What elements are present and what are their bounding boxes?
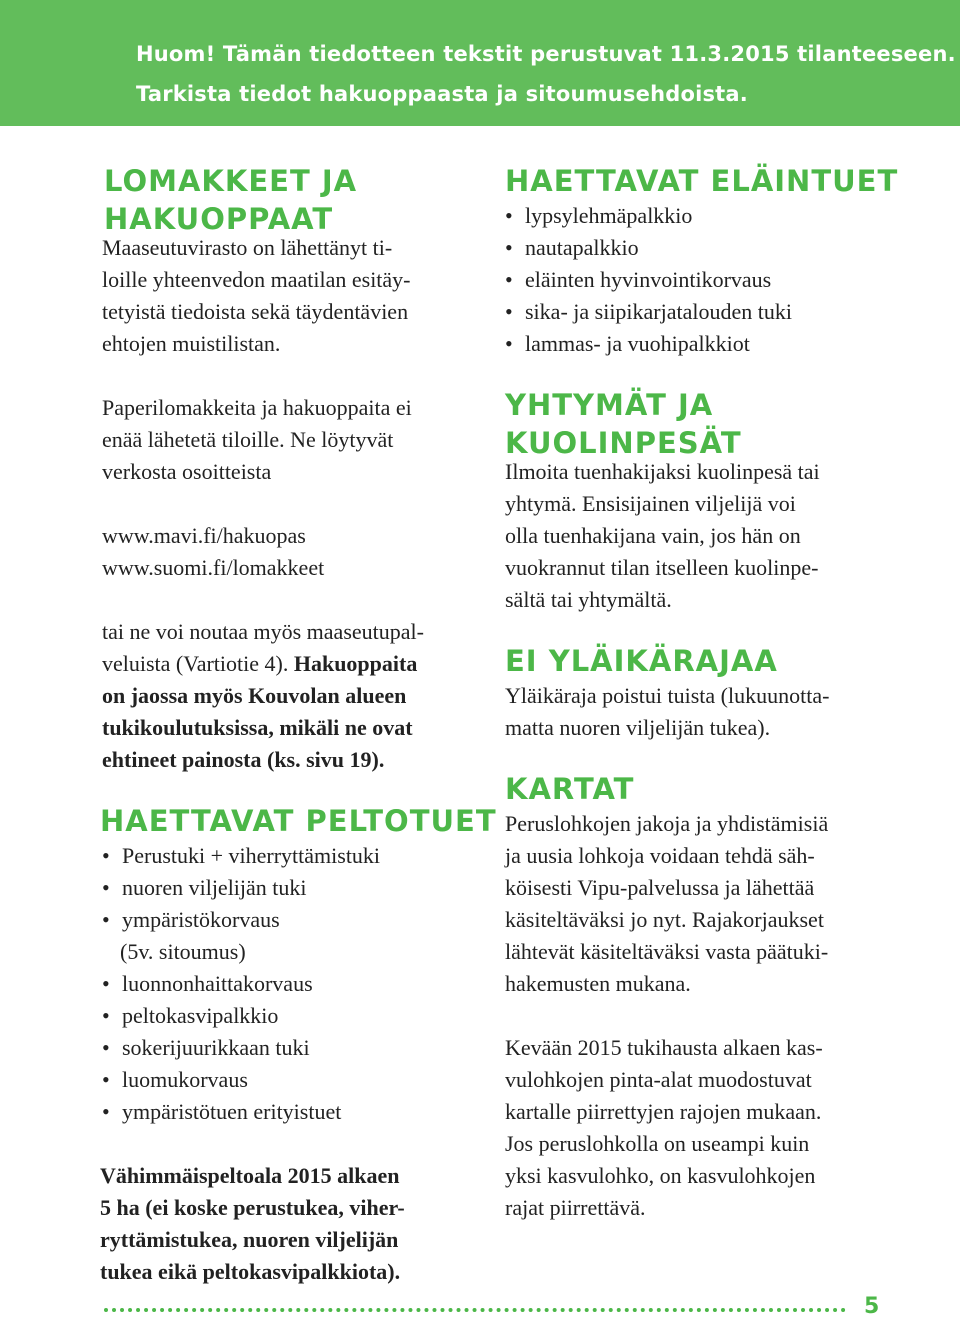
list-item: • luomukorvaus [102,1064,380,1096]
heading-elaintuet: HAETTAVAT ELÄINTUET [505,164,899,198]
list-item: • ympäristötuen erityistuet [102,1096,380,1128]
list-item: • nuoren viljelijän tuki [102,872,380,904]
kartat-text-line: ja uusia lohkoja voidaan tehdä säh- [505,843,815,868]
kasvulohko-text-line: rajat piirrettävä. [505,1195,646,1220]
yhtymat-text-line: sältä tai yhtymältä. [505,587,672,612]
footer-dotted-rule [104,1308,846,1312]
heading-yhtymat-line1: YHTYMÄT JA [505,388,714,422]
list-item: • ympäristökorvaus [102,904,380,936]
pickup-line-mixed [102,648,417,680]
guides-bold-line: on jaossa myös Kouvolan alueen [102,683,407,708]
list-item-continuation: (5v. sitoumus) [120,939,246,964]
notice-line-1: Huom! Tämän tiedotteen tekstit perustuvat 11.3.2015 tilanteeseen. [136,42,956,66]
list-item: • sika- ja siipikarjatalouden tuki [505,296,792,328]
heading-lomakkeet-line2: HAKUOPPAAT [104,202,334,236]
pickup-line-plain: veluista (Vartiotie 4). [102,651,294,676]
kartat-text-line: käsiteltäväksi jo nyt. Rajakorjaukset [505,907,824,932]
heading-kartat: KARTAT [505,772,635,806]
notice-line-2: Tarkista tiedot hakuoppaasta ja sitoumusehdoista. [136,82,748,106]
url-mavi[interactable]: www.mavi.fi/hakuopas [102,523,306,548]
kasvulohko-text-line: vulohkojen pinta-alat muodostuvat [505,1067,812,1092]
list-item: • peltokasvipalkkio [102,1000,380,1032]
kasvulohko-text-line: yksi kasvulohko, on kasvulohkojen [505,1163,816,1188]
list-item: • Perustuki + viherryttämistuki [102,840,380,872]
kasvulohko-text-line: Jos peruslohkolla on useampi kuin [505,1131,810,1156]
kasvulohko-text-line: kartalle piirrettyjen rajojen mukaan. [505,1099,822,1124]
list-item: • lypsylehmäpalkkio [505,200,792,232]
min-area-note-line: Vähimmäispeltoala 2015 alkaen [100,1163,400,1188]
ylaikaraja-text-line: Yläikäraja poistui tuista (lukuunotta- [505,683,830,708]
kartat-text-line: Peruslohkojen jakoja ja yhdistämisiä [505,811,829,836]
page-number: 5 [864,1294,880,1319]
peltotuet-list [102,840,380,1128]
notice-banner [0,0,960,126]
list-item: • lammas- ja vuohipalkkiot [505,328,792,360]
min-area-note-line: ryttämistukea, nuoren viljelijän [100,1227,399,1252]
yhtymat-text-line: vuokrannut tilan itselleen kuolinpe- [505,555,819,580]
kasvulohko-text-line: Kevään 2015 tukihausta alkaen kas- [505,1035,823,1060]
heading-peltotuet: HAETTAVAT PELTOTUET [100,804,497,838]
heading-yhtymat-line2: KUOLINPESÄT [505,426,742,460]
min-area-note-line: tukea eikä peltokasvipalkkiota). [100,1259,401,1284]
list-item: • nautapalkkio [505,232,792,264]
yhtymat-text-line: Ilmoita tuenhakijaksi kuolinpesä tai [505,459,820,484]
pickup-line-bold: Hakuoppaita [293,651,418,676]
kartat-text-line: lähtevät käsiteltäväksi vasta päätuki- [505,939,829,964]
paper-forms-line: enää lähetetä tiloille. Ne löytyvät [102,427,394,452]
kartat-text-line: köisesti Vipu-palvelussa ja lähettää [505,875,815,900]
pickup-line: tai ne voi noutaa myös maaseutupal- [102,619,424,644]
lomakkeet-text-line: loille yhteenvedon maatilan esitäy- [102,267,411,292]
elaintuet-list [505,200,792,360]
guides-bold-line: tukikoulutuksissa, mikäli ne ovat [102,715,413,740]
list-item: • sokerijuurikkaan tuki [102,1032,380,1064]
url-suomi[interactable]: www.suomi.fi/lomakkeet [102,555,325,580]
list-item: • luonnonhaittakorvaus [102,968,380,1000]
ylaikaraja-text-line: matta nuoren viljelijän tukea). [505,715,771,740]
yhtymat-text-line: olla tuenhakijana vain, jos hän on [505,523,801,548]
paper-forms-line: Paperilomakkeita ja hakuoppaita ei [102,395,412,420]
heading-ylaikaraja: EI YLÄIKÄRAJAA [505,644,778,678]
yhtymat-text-line: yhtymä. Ensisijainen viljelijä voi [505,491,796,516]
lomakkeet-text-line: tetyistä tiedoista sekä täydentävien [102,299,409,324]
kartat-text-line: hakemusten mukana. [505,971,691,996]
heading-lomakkeet-line1: LOMAKKEET JA [104,164,358,198]
guides-bold-line: ehtineet painosta (ks. sivu 19). [102,747,385,772]
lomakkeet-text-line: Maaseutuvirasto on lähettänyt ti- [102,235,393,260]
lomakkeet-text-line: ehtojen muistilistan. [102,331,281,356]
paper-forms-line: verkosta osoitteista [102,459,272,484]
min-area-note-line: 5 ha (ei koske perustukea, viher- [100,1195,405,1220]
list-item: • eläinten hyvinvointikorvaus [505,264,792,296]
